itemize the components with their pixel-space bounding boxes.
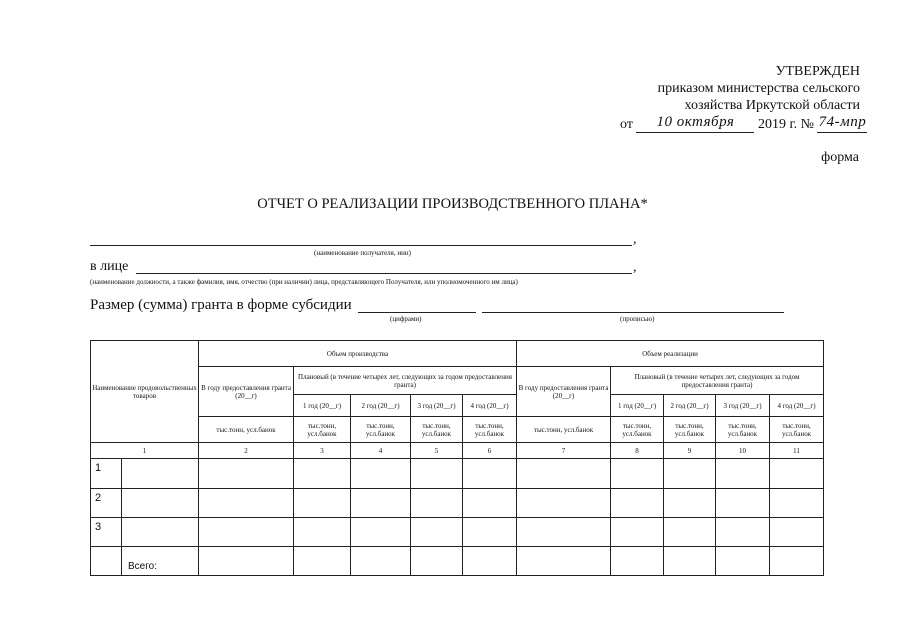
approval-line-1: приказом министерства сельского xyxy=(657,81,860,96)
order-date-handwritten: 10 октября xyxy=(656,114,735,130)
unit-sales-year-3: тыс.тонн, усл.банок xyxy=(716,417,770,443)
header-production-year-3: 3 год (20__г) xyxy=(411,395,463,417)
table-cell[interactable] xyxy=(716,459,770,489)
header-production-year-4: 4 год (20__г) xyxy=(463,395,517,417)
table-cell xyxy=(91,547,122,576)
order-number-handwritten: 74-мпр xyxy=(818,114,867,130)
header-production-grant-year: В году предоставления гранта (20__г) xyxy=(199,367,294,417)
unit-production-grant-year: тыс.тонн, усл.банок xyxy=(199,417,294,443)
table-cell[interactable] xyxy=(770,489,824,518)
person-line xyxy=(136,273,632,274)
header-sales-year-4: 4 год (20__г) xyxy=(770,395,824,417)
table-cell[interactable] xyxy=(517,547,611,576)
header-production-planned: Плановый (в течение четырех лет, следующих за годом предоставления гранта) xyxy=(294,367,517,395)
person-note: (наименование должности, а также фамилия, имя, отчество (при наличии) лица, представляющего Получателя, или уполномоченного им лица) xyxy=(90,278,518,286)
column-number: 4 xyxy=(351,443,411,459)
approval-block xyxy=(658,63,860,114)
table-cell[interactable] xyxy=(351,489,411,518)
table-cell[interactable] xyxy=(351,459,411,489)
grant-label: Размер (сумма) гранта в форме субсидии xyxy=(90,297,352,313)
unit-production-year-4: тыс.тонн, усл.банок xyxy=(463,417,517,443)
header-sales-year-3: 3 год (20__г) xyxy=(716,395,770,417)
table-cell[interactable] xyxy=(517,489,611,518)
table-cell[interactable] xyxy=(411,518,463,547)
header-sales-planned: Плановый (в течение четырех лет, следующих за годом предоставления гранта) xyxy=(611,367,824,395)
table-row xyxy=(91,459,824,489)
total-label: Всего: xyxy=(122,547,199,576)
row-number: 3 xyxy=(91,518,122,547)
table-cell[interactable] xyxy=(611,518,664,547)
table-cell[interactable] xyxy=(294,547,351,576)
table-cell[interactable] xyxy=(611,459,664,489)
person-label: в лице xyxy=(90,259,129,274)
table-cell[interactable] xyxy=(463,518,517,547)
column-number: 8 xyxy=(611,443,664,459)
table-cell[interactable] xyxy=(770,459,824,489)
table-cell[interactable] xyxy=(463,547,517,576)
table-cell[interactable] xyxy=(294,489,351,518)
table-cell[interactable] xyxy=(351,518,411,547)
unit-sales-year-2: тыс.тонн, усл.банок xyxy=(664,417,716,443)
production-plan-table xyxy=(90,340,824,576)
header-production-volume: Объем производства xyxy=(199,341,517,367)
row-number: 1 xyxy=(91,459,122,489)
table-cell[interactable] xyxy=(770,518,824,547)
approval-from: от xyxy=(620,117,633,132)
header-sales-year-1: 1 год (20__г) xyxy=(611,395,664,417)
approval-title: УТВЕРЖДЕН xyxy=(775,64,860,79)
approval-order-line xyxy=(620,115,867,135)
recipient-line xyxy=(90,245,632,246)
column-number: 2 xyxy=(199,443,294,459)
table-row xyxy=(91,489,824,518)
approval-year-number: 2019 г. № xyxy=(757,117,814,132)
column-number: 9 xyxy=(664,443,716,459)
table-cell[interactable] xyxy=(770,547,824,576)
table-cell[interactable] xyxy=(463,459,517,489)
table-cell[interactable] xyxy=(199,459,294,489)
header-production-year-2: 2 год (20__г) xyxy=(351,395,411,417)
unit-production-year-1: тыс.тонн, усл.банок xyxy=(294,417,351,443)
column-number: 6 xyxy=(463,443,517,459)
column-number: 11 xyxy=(770,443,824,459)
column-number: 5 xyxy=(411,443,463,459)
document-title: ОТЧЕТ О РЕАЛИЗАЦИИ ПРОИЗВОДСТВЕННОГО ПЛАНА* xyxy=(257,196,648,212)
table-cell[interactable] xyxy=(199,489,294,518)
column-number: 1 xyxy=(91,443,199,459)
header-sales-volume: Объем реализации xyxy=(517,341,824,367)
column-number: 3 xyxy=(294,443,351,459)
table-cell[interactable] xyxy=(411,459,463,489)
table-cell[interactable] xyxy=(463,489,517,518)
table-cell[interactable] xyxy=(611,489,664,518)
table-cell[interactable] xyxy=(294,518,351,547)
table-cell[interactable] xyxy=(664,518,716,547)
table-cell[interactable] xyxy=(664,459,716,489)
recipient-comma: , xyxy=(633,232,637,247)
header-production-year-1: 1 год (20__г) xyxy=(294,395,351,417)
table-cell[interactable] xyxy=(664,547,716,576)
unit-production-year-3: тыс.тонн, усл.банок xyxy=(411,417,463,443)
grant-words-note: (прописью) xyxy=(620,315,655,323)
column-number: 7 xyxy=(517,443,611,459)
header-sales-year-2: 2 год (20__г) xyxy=(664,395,716,417)
grant-digits-note: (цифрами) xyxy=(390,315,422,323)
table-cell[interactable] xyxy=(716,518,770,547)
table-cell[interactable] xyxy=(664,489,716,518)
column-number: 10 xyxy=(716,443,770,459)
table-cell[interactable] xyxy=(716,547,770,576)
table-cell[interactable] xyxy=(411,547,463,576)
order-number-field xyxy=(817,113,867,133)
grant-words-line xyxy=(482,312,784,313)
header-product-name: Наименование продовольственных товаров xyxy=(91,341,199,443)
table-cell[interactable] xyxy=(122,518,199,547)
order-date-field xyxy=(636,113,754,133)
table-cell[interactable] xyxy=(294,459,351,489)
table-cell[interactable] xyxy=(351,547,411,576)
table-row xyxy=(91,518,824,547)
table-cell[interactable] xyxy=(517,518,611,547)
table-cell[interactable] xyxy=(122,459,199,489)
recipient-note: (наименование получателя, инн) xyxy=(314,249,411,257)
table-cell[interactable] xyxy=(199,518,294,547)
row-number: 2 xyxy=(91,489,122,518)
form-label: форма xyxy=(821,150,859,165)
table-cell[interactable] xyxy=(122,489,199,518)
person-comma: , xyxy=(633,260,637,275)
unit-sales-year-4: тыс.тонн, усл.банок xyxy=(770,417,824,443)
total-row xyxy=(91,547,824,576)
table-cell[interactable] xyxy=(716,489,770,518)
table-cell[interactable] xyxy=(611,547,664,576)
unit-sales-grant-year: тыс.тонн, усл.банок xyxy=(517,417,611,443)
table-cell[interactable] xyxy=(199,547,294,576)
header-sales-grant-year: В году предоставления гранта (20__г) xyxy=(517,367,611,417)
grant-digits-line xyxy=(358,312,476,313)
table-cell[interactable] xyxy=(411,489,463,518)
column-number-row xyxy=(91,443,824,459)
unit-sales-year-1: тыс.тонн, усл.банок xyxy=(611,417,664,443)
table-cell[interactable] xyxy=(517,459,611,489)
approval-line-2: хозяйства Иркутской области xyxy=(684,98,860,113)
unit-production-year-2: тыс.тонн, усл.банок xyxy=(351,417,411,443)
